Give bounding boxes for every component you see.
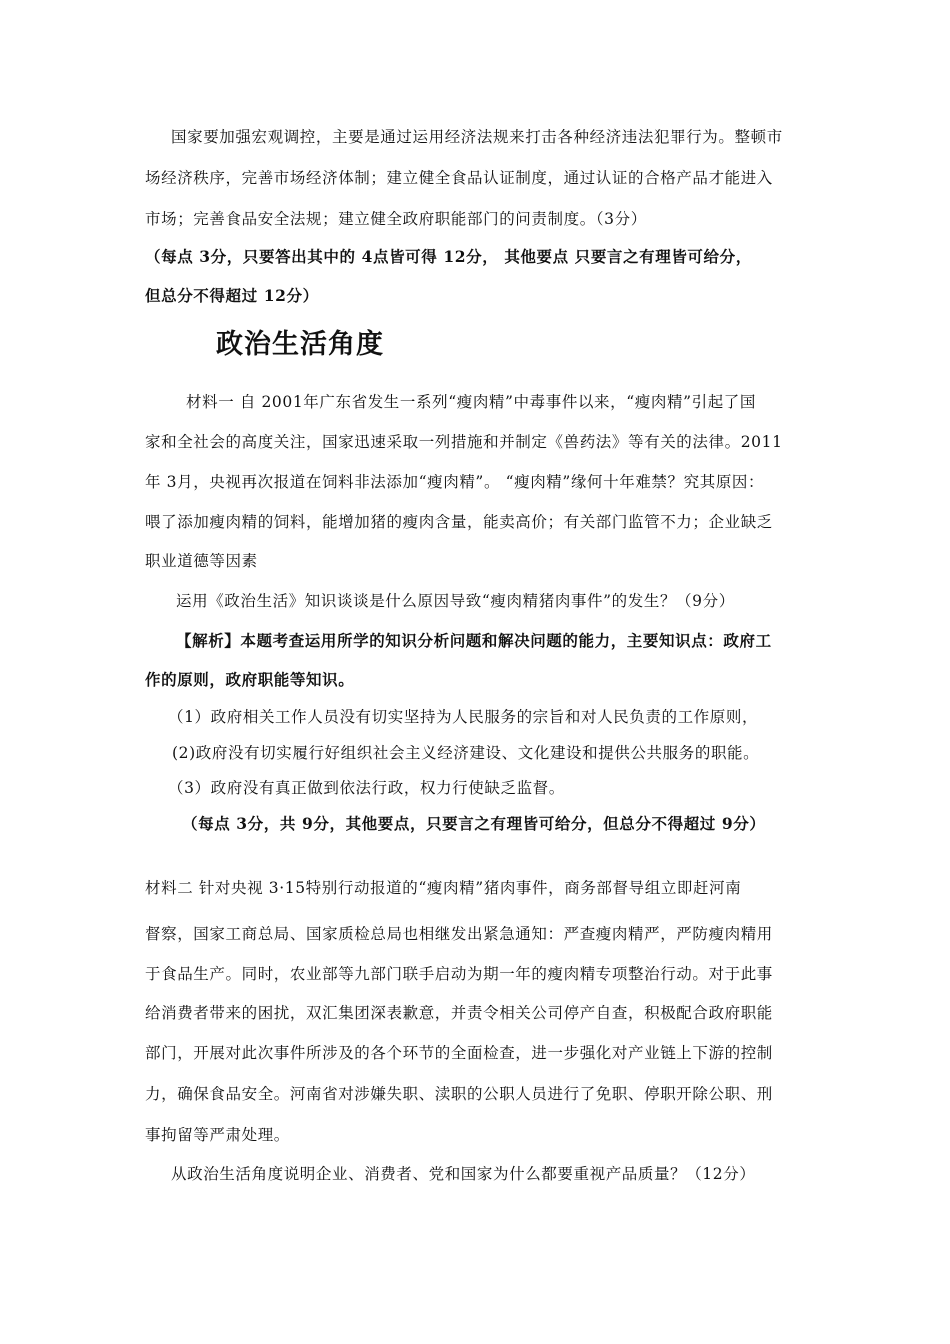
material-line: 部门，开展对此次事件所涉及的各个环节的全面检查，进一步强化对产业链上下游的控制: [145, 1044, 773, 1062]
material-line: 督察，国家工商总局、国家质检总局也相继发出紧急通知：严查瘦肉精严，严防瘦肉精用: [145, 925, 773, 943]
answer-point: (2)政府没有切实履行好组织社会主义经济建设、文化建设和提供公共服务的职能。: [172, 744, 760, 762]
paragraph-line: 国家要加强宏观调控，主要是通过运用经济法规来打击各种经济违法犯罪行为。整顿市: [171, 128, 783, 146]
scoring-note-line: 但总分不得超过 12分）: [145, 286, 319, 305]
material-line: 事拘留等严肃处理。: [145, 1126, 290, 1144]
question: 运用《政治生活》知识谈谈是什么原因导致“瘦肉精猪肉事件”的发生？（9分）: [176, 592, 735, 610]
analysis-line: 【解析】本题考查运用所学的知识分析问题和解决问题的能力，主要知识点：政府工: [176, 631, 772, 650]
material-line: 于食品生产。同时，农业部等九部门联手启动为期一年的瘦肉精专项整治行动。对于此事: [145, 965, 773, 983]
paragraph-line: 场经济秩序，完善市场经济体制；建立健全食品认证制度，通过认证的合格产品才能进入: [145, 169, 773, 187]
material-line: 年 3月，央视再次报道在饲料非法添加“瘦肉精”。 “瘦肉精”缘何十年难禁？究其原因：: [145, 473, 765, 491]
material-line: 力，确保食品安全。河南省对涉嫌失职、渎职的公职人员进行了免职、停职开除公职、刑: [145, 1085, 773, 1103]
paragraph-line: 市场；完善食品安全法规；建立健全政府职能部门的问责制度。（3分）: [145, 210, 647, 228]
material-line: 家和全社会的高度关注，国家迅速采取一列措施和并制定《兽药法》等有关的法律。2011: [145, 433, 783, 451]
answer-point: （3）政府没有真正做到依法行政，权力行使缺乏监督。: [168, 779, 565, 797]
material-line: 喂了添加瘦肉精的饲料，能增加猪的瘦肉含量，能卖高价；有关部门监管不力；企业缺乏: [145, 513, 773, 531]
material-line: 职业道德等因素: [145, 552, 258, 570]
material-line: 材料二 针对央视 3·15特别行动报道的“瘦肉精”猪肉事件，商务部督导组立即赶河南: [145, 879, 742, 897]
scoring-note-line: （每点 3分，只要答出其中的 4点皆可得 12分， 其他要点 只要言之有理皆可给分，: [145, 247, 752, 266]
analysis-line: 作的原则，政府职能等知识。: [145, 670, 355, 689]
scoring-note: （每点 3分，共 9分，其他要点，只要言之有理皆可给分，但总分不得超过 9分）: [182, 814, 766, 833]
answer-point: （1）政府相关工作人员没有切实坚持为人民服务的宗旨和对人民负责的工作原则，: [168, 708, 759, 726]
material-line: 材料一 自 2001年广东省发生一系列“瘦肉精”中毒事件以来，“瘦肉精”引起了国: [186, 393, 756, 411]
section-title: 政治生活角度: [216, 329, 384, 360]
question: 从政治生活角度说明企业、消费者、党和国家为什么都要重视产品质量？（12分）: [171, 1165, 756, 1183]
material-line: 给消费者带来的困扰，双汇集团深表歉意，并责令相关公司停产自查，积极配合政府职能: [145, 1004, 773, 1022]
